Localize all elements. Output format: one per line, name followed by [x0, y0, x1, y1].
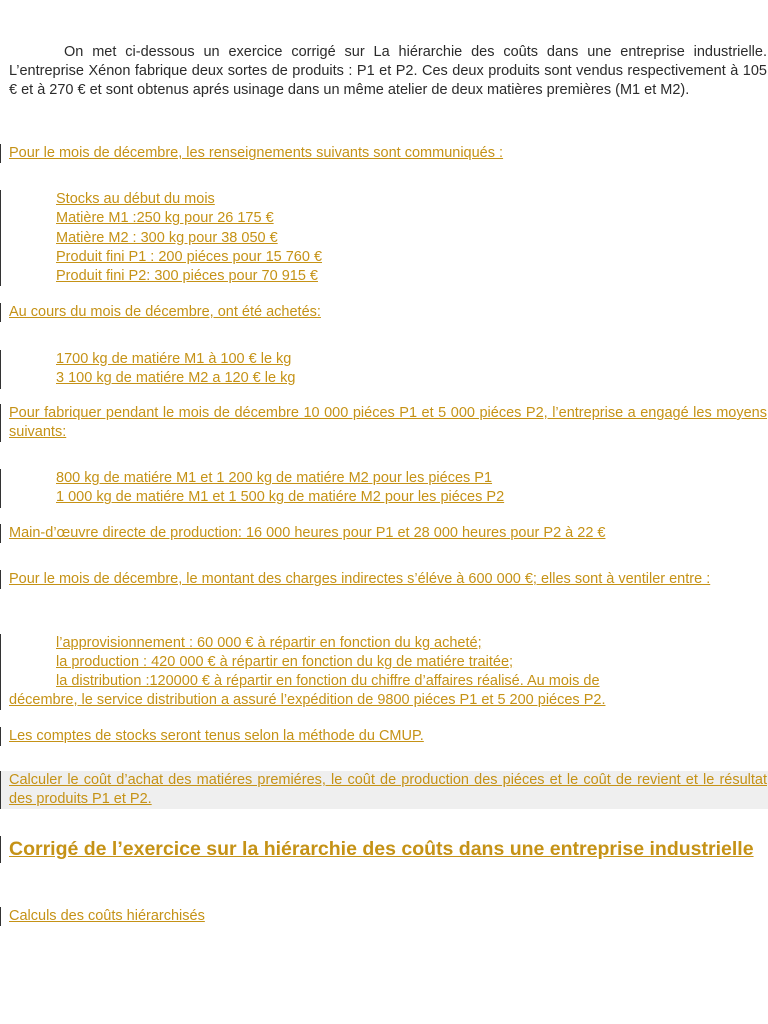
main-oeuvre-link[interactable]: Main-d’œuvre directe de production: 16 000 heures pour P1 et 28 000 heures pour P2 à 22 €: [9, 525, 606, 541]
stocks-list: [0, 190, 768, 286]
stocks-item[interactable]: Matière M1 :250 kg pour 26 175 €: [56, 210, 274, 227]
charges-item-continued[interactable]: décembre, le service distribution a assuré l’expédition de 9800 piéces P1 et 5 200 piéces P2.: [9, 692, 606, 708]
cmup-paragraph: [0, 727, 768, 746]
stocks-item[interactable]: Produit fini P1 : 200 piéces pour 15 760 €: [56, 248, 323, 265]
main-oeuvre-paragraph: [0, 524, 768, 543]
charges-item[interactable]: la distribution :120000 € à répartir en fonction du chiffre d’affaires réalisé. Au mois de: [56, 673, 600, 689]
charges-item[interactable]: l’approvisionnement : 60 000 € à répartir en fonction du kg acheté;: [56, 635, 482, 651]
stocks-item[interactable]: Matière M2 : 300 kg pour 38 050 €: [56, 229, 278, 246]
renseignements-link[interactable]: Pour le mois de décembre, les renseignements suivants sont communiqués :: [9, 145, 504, 161]
moyens-item[interactable]: 1 000 kg de matiére M1 et 1 500 kg de matiére M2 pour les piéces P2: [56, 489, 505, 506]
stocks-item[interactable]: Stocks au début du mois: [56, 191, 215, 207]
cmup-link[interactable]: Les comptes de stocks seront tenus selon la méthode du CMUP.: [9, 728, 424, 744]
moyens-list: [0, 469, 768, 508]
achats-paragraph: [0, 303, 768, 322]
achats-list: [0, 350, 768, 389]
calculs-link[interactable]: Calculs des coûts hiérarchisés: [9, 908, 205, 924]
stocks-item[interactable]: Produit fini P2: 300 piéces pour 70 915 €: [56, 268, 318, 285]
achats-link[interactable]: Au cours du mois de décembre, ont été achetés:: [9, 304, 321, 320]
question-paragraph: [0, 771, 768, 809]
renseignements-paragraph: [0, 144, 768, 163]
charges-item[interactable]: la production : 420 000 € à répartir en fonction du kg de matiére traitée;: [56, 654, 514, 670]
question-link[interactable]: Calculer le coût d’achat des matiéres premiéres, le coût de production des piéces et le coût de revient et le résultat des produits P1 et P2.: [9, 772, 767, 807]
charges-link[interactable]: Pour le mois de décembre, le montant des charges indirectes s’éléve à 600 000 €; elles sont à ventiler entre :: [9, 571, 711, 587]
intro-text: On met ci-dessous un exercice corrigé sur La hiérarchie des coûts dans une entreprise industrielle. L’entreprise Xénon fabrique deux sortes de produits : P1 et P2. Ces deux produits sont vendus respectivement à 105 € et à 270 € et sont obtenus aprés usinage dans un même atelier de deux matières premières (M1 et M2).: [9, 44, 767, 98]
moyens-paragraph: [0, 404, 768, 442]
charges-list: [0, 634, 768, 710]
achats-item[interactable]: 1700 kg de matiére M1 à 100 € le kg: [56, 351, 292, 367]
calculs-paragraph: [0, 907, 768, 926]
corrige-heading: [0, 836, 768, 863]
moyens-link[interactable]: Pour fabriquer pendant le mois de décembre 10 000 piéces P1 et 5 000 piéces P2, l’entreprise a engagé les moyens suivants:: [9, 405, 767, 440]
moyens-item[interactable]: 800 kg de matiére M1 et 1 200 kg de matiére M2 pour les piéces P1: [56, 470, 493, 486]
intro-paragraph: [9, 43, 767, 100]
corrige-heading-link[interactable]: Corrigé de l’exercice sur la hiérarchie des coûts dans une entreprise industrielle: [9, 838, 754, 860]
achats-item[interactable]: 3 100 kg de matiére M2 a 120 € le kg: [56, 370, 296, 387]
charges-paragraph: [0, 570, 768, 589]
